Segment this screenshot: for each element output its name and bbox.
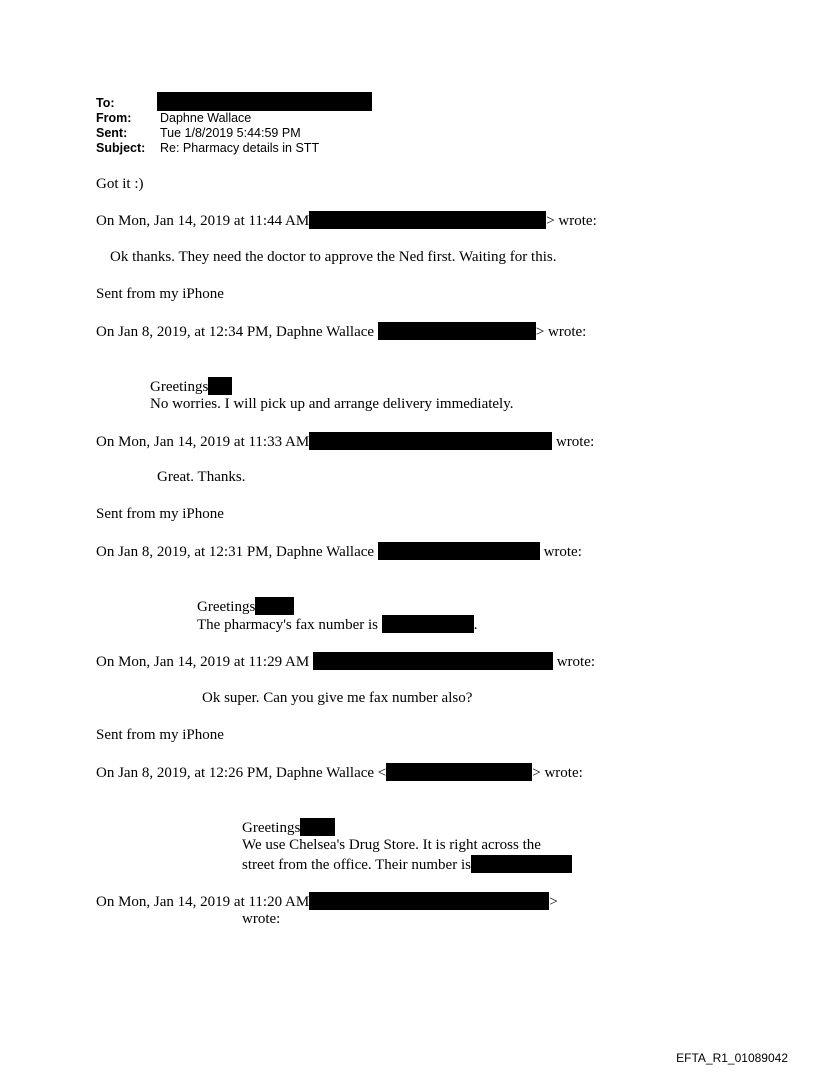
- redaction-sender-3: [309, 432, 552, 450]
- quote-body-1: Ok thanks. They need the doctor to approve the Ned first. Waiting for this.: [110, 249, 557, 265]
- redaction-fax-number: [382, 615, 474, 633]
- quote-header-4-prefix: On Jan 8, 2019, at 12:31 PM, Daphne Wallace: [96, 544, 375, 560]
- quote-header-3: [96, 432, 594, 451]
- quote-header-7-suffix: >: [549, 894, 558, 910]
- to-label: To:: [96, 96, 115, 110]
- subject-label: Subject:: [96, 141, 146, 155]
- redaction-phone-number: [471, 855, 572, 873]
- greeting-6-text: Greetings: [242, 820, 301, 836]
- greeting-2-text: Greetings: [150, 379, 209, 395]
- signature-3: Sent from my iPhone: [96, 727, 224, 743]
- redaction-email-6: [386, 763, 532, 781]
- signature-2: Sent from my iPhone: [96, 506, 224, 522]
- reply-top: Got it :): [96, 176, 144, 192]
- redaction-sender-5: [313, 652, 553, 670]
- greeting-4: [197, 597, 294, 616]
- quote-header-2-suffix: > wrote:: [535, 324, 587, 340]
- redaction-name-2: [208, 377, 232, 395]
- quote-header-5: [96, 652, 595, 671]
- redaction-sender-7: [309, 892, 549, 910]
- redaction-email-4: [378, 542, 540, 560]
- quote-header-4: [96, 542, 582, 561]
- quote-header-3-suffix: wrote:: [555, 434, 595, 450]
- redaction-name-6: [300, 818, 335, 836]
- sent-label: Sent:: [96, 126, 128, 140]
- quote-header-1-prefix: On Mon, Jan 14, 2019 at 11:44 AM: [96, 213, 310, 229]
- quote-header-7-prefix: On Mon, Jan 14, 2019 at 11:20 AM: [96, 894, 310, 910]
- redaction-to-address: [157, 92, 372, 111]
- quote-header-5-prefix: On Mon, Jan 14, 2019 at 11:29 AM: [96, 654, 310, 670]
- quote-body-4-text: The pharmacy's fax number is: [197, 617, 378, 633]
- quote-body-5: Ok super. Can you give me fax number also?: [202, 690, 473, 706]
- quote-body-3: Great. Thanks.: [157, 469, 246, 485]
- quote-header-4-suffix: wrote:: [543, 544, 582, 560]
- quote-body-4-period: .: [473, 617, 478, 633]
- quote-header-5-suffix: wrote:: [556, 654, 596, 670]
- sent-value: Tue 1/8/2019 5:44:59 PM: [160, 126, 301, 140]
- quote-header-1: [96, 211, 597, 230]
- quote-header-6-suffix: > wrote:: [532, 765, 583, 781]
- subject-value: Re: Pharmacy details in STT: [160, 141, 320, 155]
- quote-body-4: [197, 615, 477, 634]
- greeting-6: [242, 818, 335, 837]
- quote-body-6-line-2: [242, 855, 572, 874]
- quote-body-6-line-1: We use Chelsea's Drug Store. It is right across the: [242, 837, 541, 853]
- quote-header-6-prefix: On Jan 8, 2019, at 12:26 PM, Daphne Wallace <: [96, 765, 387, 781]
- from-label: From:: [96, 111, 132, 125]
- quote-header-2-prefix: On Jan 8, 2019, at 12:34 PM, Daphne Wallace: [96, 324, 375, 340]
- quote-body-2: No worries. I will pick up and arrange delivery immediately.: [150, 396, 514, 412]
- redaction-sender-1: [309, 211, 546, 229]
- quote-header-2: [96, 322, 586, 341]
- quote-header-1-suffix: > wrote:: [546, 213, 597, 229]
- quote-header-6: [96, 763, 583, 782]
- document-id: EFTA_R1_01089042: [676, 1051, 788, 1065]
- redaction-name-4: [255, 597, 294, 615]
- signature-1: Sent from my iPhone: [96, 286, 224, 302]
- quote-header-7: [96, 892, 558, 911]
- greeting-2: [150, 377, 232, 396]
- quote-header-7-wrote: wrote:: [242, 911, 281, 927]
- greeting-4-text: Greetings: [197, 599, 256, 615]
- quote-header-3-prefix: On Mon, Jan 14, 2019 at 11:33 AM: [96, 434, 310, 450]
- redaction-email-2: [378, 322, 536, 340]
- quote-body-6-line-2-text: street from the office. Their number is: [242, 857, 471, 873]
- from-value: Daphne Wallace: [160, 111, 252, 125]
